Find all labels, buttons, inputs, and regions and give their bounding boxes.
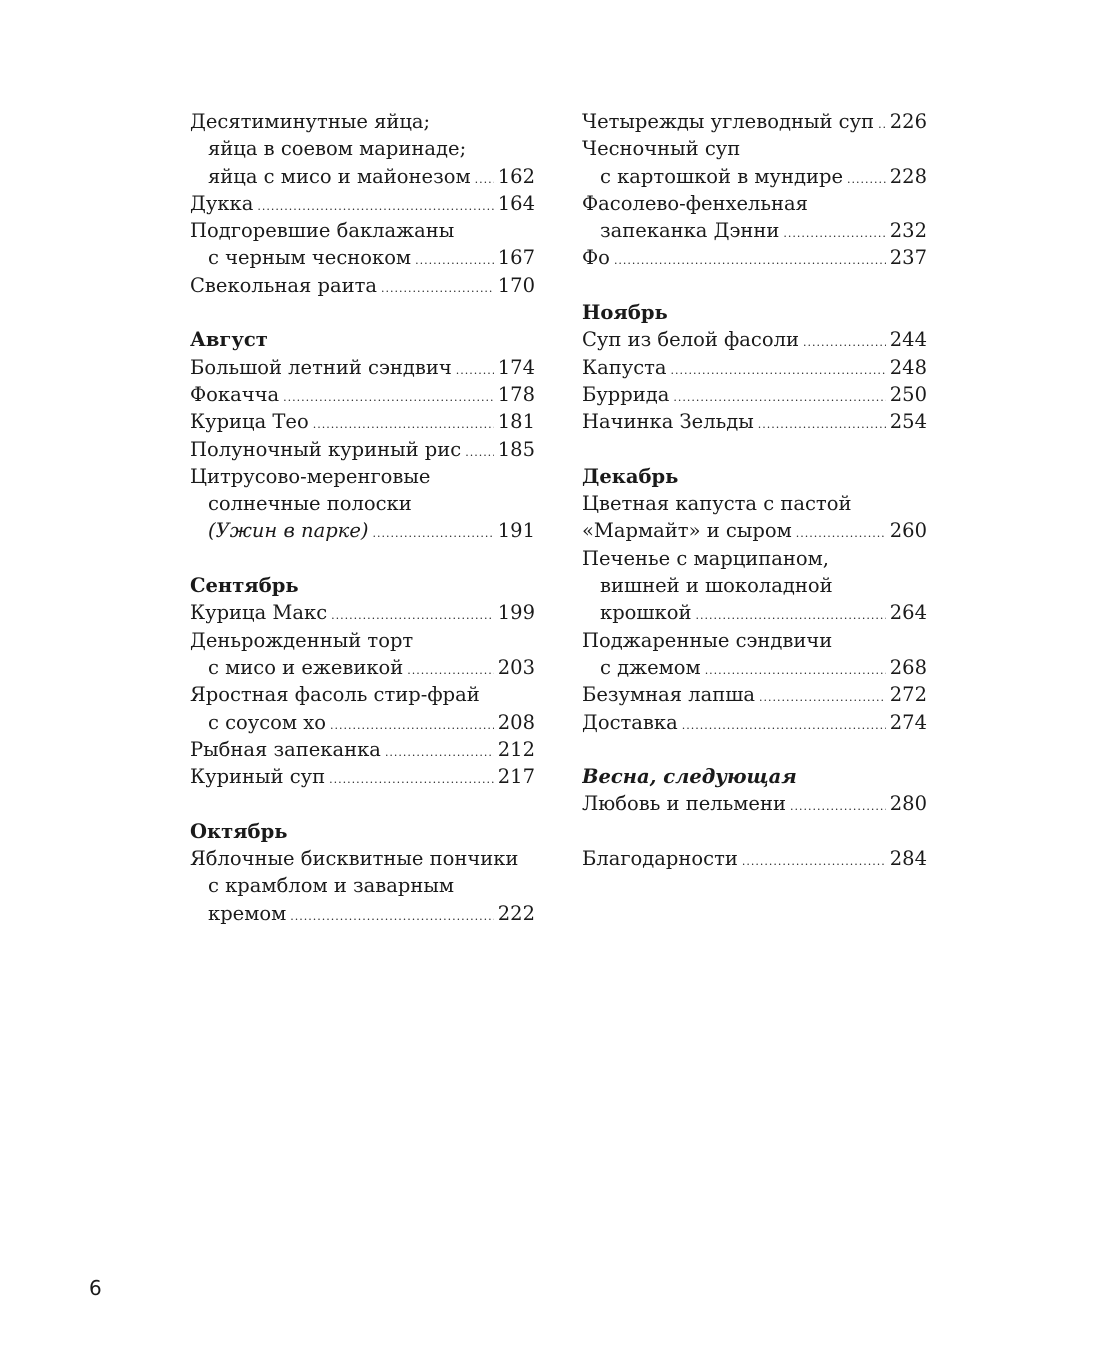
toc-entry[interactable] — [582, 517, 927, 544]
dot-leader — [847, 166, 886, 190]
toc-entry-title: Суп из белой фасоли — [582, 328, 799, 352]
toc-entry-title: Цитрусово-меренговые — [190, 464, 431, 488]
dot-leader — [673, 384, 885, 408]
toc-entry-title: запеканка Дэнни — [600, 219, 780, 243]
toc-entry[interactable] — [190, 272, 535, 299]
toc-entry-title: Благодарности — [582, 847, 738, 871]
dot-leader — [330, 712, 494, 736]
toc-entry[interactable] — [190, 436, 535, 463]
toc-entry-line — [190, 681, 535, 708]
toc-entry-title: Курица Тео — [190, 410, 309, 434]
toc-entry[interactable] — [582, 326, 927, 353]
section-gap — [190, 790, 535, 817]
dot-leader — [758, 411, 886, 435]
toc-page-number: 232 — [889, 219, 927, 243]
toc-entry-line — [582, 545, 927, 572]
toc-entry-line — [582, 135, 927, 162]
toc-entry[interactable] — [190, 354, 535, 381]
dot-leader — [790, 793, 886, 817]
dot-leader — [465, 439, 494, 463]
dot-leader — [682, 712, 886, 736]
toc-page-number: 237 — [889, 246, 927, 270]
toc-entry-title: яйца в соевом маринаде; — [208, 137, 467, 161]
toc-entry-title: Чесночный суп — [582, 137, 741, 161]
dot-leader — [456, 357, 494, 381]
toc-page-number: 164 — [497, 191, 535, 215]
toc-entry-title: Дукка — [190, 191, 254, 215]
toc-entry-title: Десятиминутные яйца; — [190, 110, 431, 133]
dot-leader — [742, 848, 886, 872]
toc-entry-line — [190, 627, 535, 654]
toc-entry-title: Фокачча — [190, 382, 280, 406]
toc-entry-title: крошкой — [600, 601, 692, 625]
toc-entry[interactable] — [190, 900, 535, 927]
section-heading-september: Сентябрь — [190, 574, 299, 598]
toc-entry-title: Деньрожденный торт — [190, 628, 414, 652]
toc-entry[interactable] — [190, 709, 535, 736]
toc-entry-title: Любовь и пельмени — [582, 792, 786, 816]
toc-entry-title: Буррида — [582, 382, 670, 406]
toc-entry[interactable] — [190, 244, 535, 271]
toc-page-number: 244 — [889, 328, 927, 352]
toc-entry[interactable] — [190, 381, 535, 408]
toc-page-number: 185 — [497, 437, 535, 461]
section-gap — [582, 736, 927, 763]
toc-entry[interactable] — [190, 163, 535, 190]
dot-leader — [695, 602, 885, 626]
dot-leader — [475, 166, 494, 190]
toc-entry-title: кремом — [208, 901, 287, 925]
toc-entry-line — [190, 872, 535, 899]
toc-entry[interactable] — [582, 217, 927, 244]
toc-entry[interactable] — [582, 654, 927, 681]
toc-page-number: 250 — [889, 382, 927, 406]
section-heading-december: Декабрь — [582, 464, 679, 488]
dot-leader — [796, 520, 886, 544]
toc-page-number: 264 — [889, 601, 927, 625]
toc-page-number: 254 — [889, 410, 927, 434]
dot-leader — [759, 684, 886, 708]
toc-entry-title: Полуночный куриный рис — [190, 437, 462, 461]
toc-entry[interactable] — [582, 681, 927, 708]
toc-entry-title: Безумная лапша — [582, 683, 756, 707]
dot-leader — [783, 220, 885, 244]
dot-leader — [290, 903, 493, 927]
toc-entry[interactable] — [582, 599, 927, 626]
dot-leader — [407, 657, 494, 681]
toc-entry-title: с черным чесноком — [208, 246, 412, 270]
toc-page-number: 226 — [889, 110, 927, 133]
toc-entry-title: Яблочные бисквитные пончики — [190, 847, 519, 871]
toc-entry-title: Большой летний сэндвич — [190, 355, 452, 379]
dot-leader — [878, 111, 886, 135]
dot-leader — [614, 247, 886, 271]
toc-entry[interactable] — [582, 381, 927, 408]
dot-leader — [385, 739, 494, 763]
toc-left-column — [190, 108, 535, 927]
dot-leader — [331, 602, 494, 626]
dot-leader — [671, 357, 886, 381]
toc-page-number: 268 — [889, 655, 927, 679]
toc-entry-line — [582, 572, 927, 599]
toc-entry-line — [190, 108, 535, 135]
toc-entry[interactable] — [190, 736, 535, 763]
dot-leader — [803, 329, 886, 353]
toc-entry-line — [190, 463, 535, 490]
section-heading-october: Октябрь — [190, 819, 288, 843]
toc-entry-line — [582, 627, 927, 654]
toc-page-number: 162 — [497, 164, 535, 188]
toc-entry-title: Фасолево-фенхельная — [582, 191, 808, 215]
toc-page-number: 212 — [497, 737, 535, 761]
toc-entry-title: Доставка — [582, 710, 678, 734]
toc-entry-title: Куриный суп — [190, 765, 326, 789]
toc-entry[interactable] — [582, 244, 927, 271]
toc-page-number: 191 — [497, 519, 535, 543]
section-gap — [582, 272, 927, 299]
toc-entry-title: Четырежды углеводный суп — [582, 110, 875, 133]
toc-entry-title: с картошкой в мундире — [600, 164, 844, 188]
toc-entry-line — [190, 490, 535, 517]
dot-leader — [381, 275, 494, 299]
dot-leader — [283, 384, 494, 408]
toc-entry[interactable] — [582, 790, 927, 817]
section-heading-august: Август — [190, 328, 268, 352]
toc-entry-title: с крамблом и заварным — [208, 874, 455, 898]
toc-entry-title: Капуста — [582, 355, 667, 379]
section-gap — [582, 818, 927, 845]
toc-page-number: 170 — [497, 273, 535, 297]
dot-leader — [313, 411, 494, 435]
toc-entry-line — [582, 190, 927, 217]
toc-entry[interactable] — [582, 408, 927, 435]
toc-entry-acknowledgements[interactable] — [582, 845, 927, 872]
toc-entry-title: Цветная капуста с пастой — [582, 492, 852, 516]
dot-leader — [372, 520, 493, 544]
toc-entry-line — [190, 845, 535, 872]
dot-leader — [257, 193, 493, 217]
section-heading-spring: Весна, следующая — [582, 765, 797, 789]
toc-page-number: 203 — [497, 655, 535, 679]
dot-leader — [705, 657, 886, 681]
toc-entry[interactable] — [190, 654, 535, 681]
toc-page-number: 228 — [889, 164, 927, 188]
toc-page-number: 167 — [497, 246, 535, 270]
toc-entry[interactable] — [582, 354, 927, 381]
toc-entry-line — [190, 217, 535, 244]
toc-entry[interactable] — [582, 108, 927, 135]
toc-entry[interactable] — [582, 163, 927, 190]
section-gap — [582, 436, 927, 463]
toc-entry[interactable] — [190, 190, 535, 217]
toc-entry-title: Фо — [582, 246, 610, 270]
toc-entry-title: с мисо и ежевикой — [208, 655, 404, 679]
toc-entry-title: «Мармайт» и сыром — [582, 519, 792, 543]
toc-page-number: 199 — [497, 601, 535, 625]
toc-entry-line — [190, 135, 535, 162]
toc-entry-title: Подгоревшие баклажаны — [190, 219, 455, 243]
toc-entry-line — [582, 490, 927, 517]
toc-entry-title: Свекольная раита — [190, 273, 378, 297]
toc-entry-title: Начинка Зельды — [582, 410, 754, 434]
toc-entry[interactable] — [190, 517, 535, 544]
toc-page-number: 260 — [889, 519, 927, 543]
toc-entry-title: Печенье с марципаном, — [582, 546, 829, 570]
section-gap — [190, 299, 535, 326]
toc-entry-title: (Ужин в парке) — [208, 519, 369, 543]
toc-entry[interactable] — [190, 599, 535, 626]
toc-entry-title: Рыбная запеканка — [190, 737, 381, 761]
toc-page-number: 280 — [889, 792, 927, 816]
dot-leader — [415, 247, 494, 271]
toc-page-number: 274 — [889, 710, 927, 734]
toc-right-column — [582, 108, 927, 872]
toc-page-number: 217 — [497, 765, 535, 789]
toc-entry-title: вишней и шоколадной — [600, 574, 833, 598]
toc-entry-title: с джемом — [600, 655, 701, 679]
toc-entry-title: яйца с мисо и майонезом — [208, 164, 471, 188]
toc-entry[interactable] — [582, 709, 927, 736]
toc-entry-title: с соусом хо — [208, 710, 327, 734]
toc-page-number: 284 — [889, 847, 927, 871]
toc-entry-title: Курица Макс — [190, 601, 328, 625]
toc-entry-title: солнечные полоски — [208, 492, 412, 516]
toc-page-number: 248 — [889, 355, 927, 379]
page-number: 6 — [89, 1276, 102, 1300]
toc-page-number: 178 — [497, 382, 535, 406]
toc-entry-title: Поджаренные сэндвичи — [582, 628, 833, 652]
section-gap — [190, 545, 535, 572]
toc-page-number: 222 — [497, 901, 535, 925]
toc-entry[interactable] — [190, 408, 535, 435]
dot-leader — [329, 766, 494, 790]
toc-entry[interactable] — [190, 763, 535, 790]
section-heading-november: Ноябрь — [582, 301, 668, 325]
toc-page-number: 208 — [497, 710, 535, 734]
toc-entry-title: Яростная фасоль стир-фрай — [190, 683, 480, 707]
toc-page-number: 181 — [497, 410, 535, 434]
toc-page-number: 174 — [497, 355, 535, 379]
toc-page-number: 272 — [889, 683, 927, 707]
